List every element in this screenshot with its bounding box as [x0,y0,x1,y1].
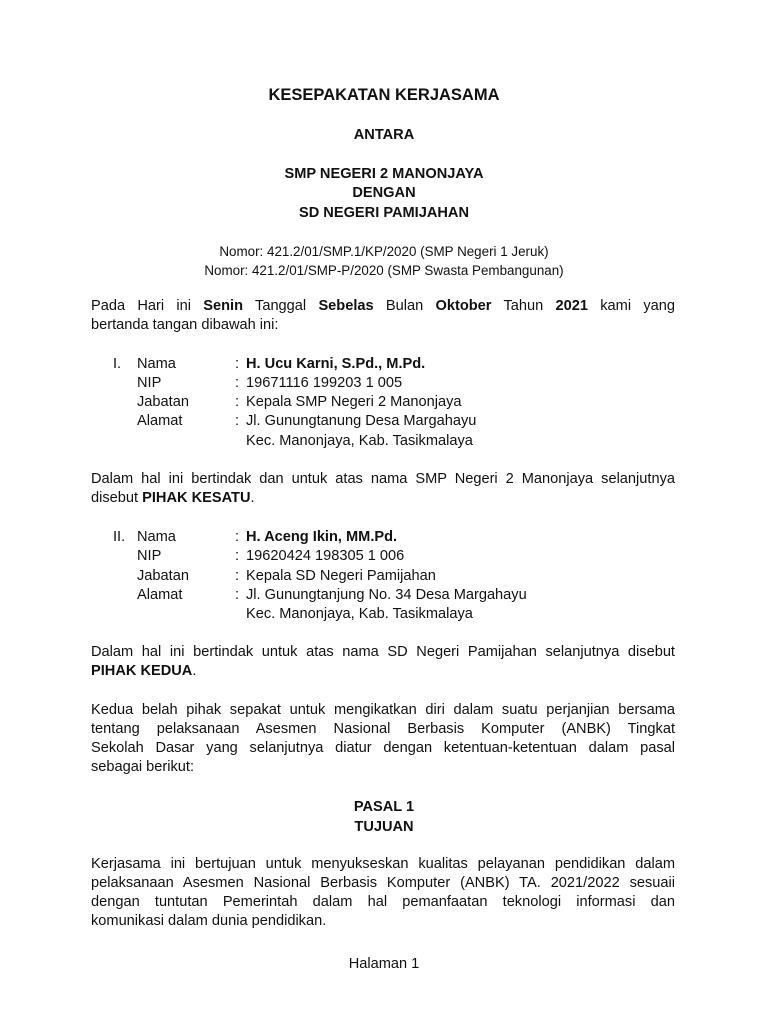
antara-heading: ANTARA [353,127,415,143]
party2-alamat-label: Alamat [137,587,183,603]
party1-desc-line-1: Dalam hal ini bertindak dan untuk atas nama SMP Negeri 2 Manonjaya selanjutnya [91,471,675,487]
document-title: KESEPAKATAN KERJASAMA [268,86,500,104]
party1-alamat-line-2: Kec. Manonjaya, Kab. Tasikmalaya [246,433,473,449]
party1-nip-label: NIP [137,375,162,391]
party1-jabatan-value: Kepala SMP Negeri 2 Manonjaya [246,394,462,410]
pihak-kedua-label: PIHAK KEDUA [91,663,193,679]
party1-jabatan-colon: : [235,394,240,410]
party1-nama-value: H. Ucu Karni, S.Pd., M.Pd. [246,356,426,372]
party1-alamat-colon: : [235,413,240,429]
party2-jabatan-value: Kepala SD Negeri Pamijahan [246,568,436,584]
pasal1-line: dengan tuntutan Pemerintah dalam hal pemanfaatan teknologi informasi dan [91,894,675,910]
agreement-line: Kedua belah pihak sepakat untuk mengikatkan diri dalam suatu perjanjian bersama [91,702,675,718]
party2-alamat-line-1: Jl. Gunungtanjung No. 34 Desa Margahayu [246,587,527,603]
nomor-line-2: Nomor: 421.2/01/SMP-P/2020 (SMP Swasta Pembangunan) [204,263,564,278]
party1-alamat-label: Alamat [137,413,183,429]
party2-alamat-colon: : [235,587,240,603]
party2-nip-value: 19620424 198305 1 006 [246,548,405,564]
pasal1-line: komunikasi dalam dunia pendidikan. [91,913,327,929]
page-number: Halaman 1 [348,956,420,972]
dengan-heading: DENGAN [352,185,416,201]
hari-value: Senin [203,298,244,314]
intro-paragraph [91,297,675,335]
agreement-line: Sekolah Dasar yang selanjutnya diatur dengan ketentuan-ketentuan dalam pasal [91,740,675,756]
party1-nama-label: Nama [137,356,176,372]
pasal1-heading: PASAL 1 [353,799,415,815]
party1-description [91,470,675,508]
party2-desc-line-2: PIHAK KEDUA. [91,663,197,679]
party2-alamat-line-2: Kec. Manonjaya, Kab. Tasikmalaya [246,606,473,622]
party-b-heading: SD NEGERI PAMIJAHAN [298,205,469,221]
tanggal-value: Sebelas [318,298,374,314]
tahun-value: 2021 [555,298,588,314]
party2-nama-value: H. Aceng Ikin, MM.Pd. [246,529,398,545]
bulan-value: Oktober [435,298,492,314]
pasal1-line: pelaksanaan Asesmen Nasional Berbasis Komputer (ANBK) TA. 2021/2022 sesuaii [91,875,675,891]
party1-jabatan-label: Jabatan [137,394,189,410]
party2-jabatan-colon: : [235,568,240,584]
agreement-line: tentang pelaksanaan Asesmen Nasional Berbasis Komputer (ANBK) Tingkat [91,721,675,737]
party2-nip-colon: : [235,548,240,564]
party1-nama-colon: : [235,356,240,372]
agreement-paragraph [91,701,675,777]
party2-desc-line-1: Dalam hal ini bertindak untuk atas nama SD Negeri Pamijahan selanjutnya disebut [91,644,675,660]
pasal1-line: Kerjasama ini bertujuan untuk menyukseskan kualitas pelayanan pendidikan dalam [91,856,675,872]
party2-description [91,643,675,681]
intro-line-1: Pada Hari ini Senin Tanggal Sebelas Bulan Oktober Tahun 2021 kami yang [91,298,676,314]
party1-number: I. [113,356,122,372]
party1-nip-value: 19671116 199203 1 005 [246,375,403,391]
party1-alamat-line-1: Jl. Gunungtanung Desa Margahayu [246,413,477,429]
party-a-heading: SMP NEGERI 2 MANONJAYA [284,166,484,182]
party2-nip-label: NIP [137,548,162,564]
party1-desc-line-2: disebut PIHAK KESATU. [91,490,255,506]
party2-jabatan-label: Jabatan [137,568,189,584]
party2-number: II. [113,529,126,545]
pasal1-paragraph [91,855,675,931]
pasal1-subheading: TUJUAN [354,819,414,835]
party1-nip-colon: : [235,375,240,391]
intro-line-2: bertanda tangan dibawah ini: [91,317,279,333]
pihak-kesatu-label: PIHAK KESATU [142,490,251,506]
nomor-line-1: Nomor: 421.2/01/SMP.1/KP/2020 (SMP Negeri 1 Jeruk) [219,244,549,259]
party2-nama-colon: : [235,529,240,545]
party2-nama-label: Nama [137,529,176,545]
agreement-line: sebagai berikut: [91,759,195,775]
